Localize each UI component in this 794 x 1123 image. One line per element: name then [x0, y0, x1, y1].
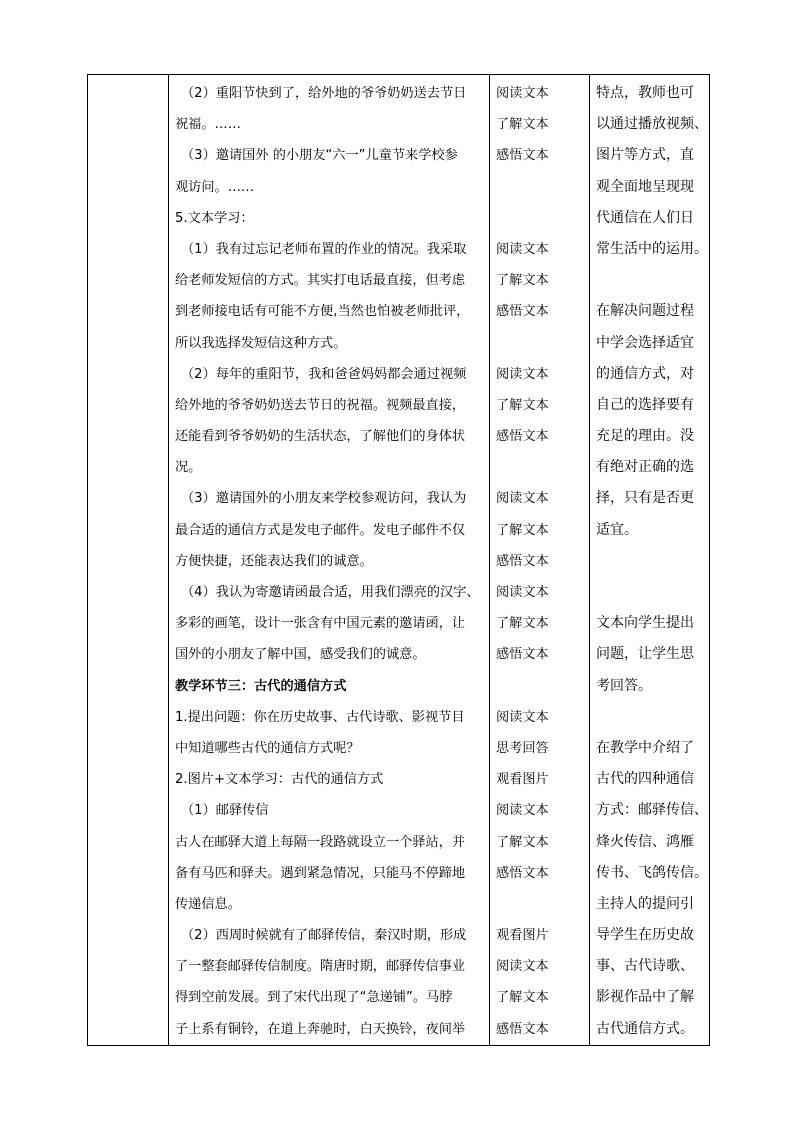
text-line: 了解文本 [496, 397, 549, 413]
text-line: 自己的选择要有 [596, 396, 694, 413]
text-line: 传递信息。 [175, 896, 241, 912]
text-line: 给老师发短信的方式。其实打电话最直接，但考虑 [175, 273, 466, 289]
text-line: 感悟文本 [496, 429, 549, 445]
text-line: 2.图片+文本学习：古代的通信方式 [175, 772, 384, 788]
text-line: （1）我有过忘记老师布置的作业的情况。我采取 [181, 241, 467, 257]
text-line: 影视作品中了解 [596, 989, 694, 1006]
text-line: （4）我认为寄邀请函最合适，用我们漂亮的汉字、 [181, 585, 480, 600]
text-line: 代通信在人们日 [596, 209, 694, 226]
text-line: 中学会选择适宜 [596, 334, 694, 351]
text-line: 况。 [175, 460, 202, 476]
text-line: 观看图片 [496, 772, 549, 788]
text-line: 了解文本 [496, 117, 549, 133]
text-line: 事、古代诗歌、 [596, 958, 694, 975]
text-line [590, 265, 709, 296]
text-line: 所以我选择发短信这种方式。 [175, 335, 347, 351]
text-line [490, 328, 589, 359]
text-line: 常生活中的运用。 [596, 240, 708, 257]
text-line: 有绝对正确的选 [596, 459, 694, 476]
text-line: 了解文本 [496, 616, 549, 632]
student-activity-cell [490, 75, 590, 1046]
text-line: 感悟文本 [496, 148, 549, 164]
text-line: 感悟文本 [496, 865, 549, 881]
lesson-plan-table [87, 74, 710, 1046]
text-line: 充足的理由。没 [596, 428, 694, 445]
text-line: 阅读文本 [496, 803, 549, 819]
text-line: 图片等方式，直 [596, 147, 694, 164]
text-line: 择，只有是否更 [596, 490, 694, 507]
text-line: 文本向学生提出 [596, 615, 694, 632]
text-line: 主持人的提问引 [596, 895, 694, 912]
text-line: 中知道哪些古代的通信方式呢？ [175, 740, 360, 756]
text-line [590, 546, 709, 577]
text-line [490, 203, 589, 234]
text-line: 了解文本 [496, 990, 549, 1006]
text-line: 了解文本 [496, 522, 549, 538]
text-line: 考回答。 [596, 677, 652, 694]
text-line: 得到空前发展。到了宋代出现了“急递铺”。马脖 [175, 990, 453, 1006]
text-line: 古代通信方式。 [596, 1020, 694, 1037]
text-line: 在教学中介绍了 [596, 739, 694, 756]
text-line: 感悟文本 [496, 1021, 549, 1037]
text-line: 给外地的爷爷奶奶送去节日的祝福。视频最直接， [175, 397, 466, 413]
text-line: 阅读文本 [496, 366, 549, 382]
text-line [490, 671, 589, 702]
text-line: 了解文本 [496, 834, 549, 850]
text-line: 问题，让学生思 [596, 646, 694, 663]
text-line: 古人在邮驿大道上每隔一段路就设立一个驿站，并 [175, 834, 466, 850]
text-line: 国外的小朋友了解中国，感受我们的诚意。 [175, 647, 426, 663]
text-line: 阅读文本 [496, 86, 549, 101]
text-line: 祝福。…… [175, 117, 241, 133]
text-line: 教学环节三：古代的通信方式 [175, 678, 347, 694]
text-line: （2）每年的重阳节，我和爸爸妈妈都会通过视频 [181, 366, 467, 382]
text-line: （2）重阳节快到了，给外地的爷爷奶奶送去节日 [181, 86, 467, 101]
text-line: 到老师接电话有可能不方便,当然也怕被老师批评， [175, 304, 470, 320]
text-line: 感悟文本 [496, 647, 549, 663]
text-line: 的通信方式，对 [596, 365, 694, 382]
text-line [590, 577, 709, 608]
text-line: 思考回答 [496, 740, 549, 756]
text-line: 观看图片 [496, 928, 549, 944]
text-line: 阅读文本 [496, 241, 549, 257]
text-line: 阅读文本 [496, 709, 549, 725]
table-row [88, 75, 710, 1046]
text-line: 观全面地呈现现 [596, 178, 694, 195]
teaching-content-lines [169, 75, 489, 1045]
text-line [490, 889, 589, 920]
text-line: 方便快捷，还能表达我们的诚意。 [175, 553, 373, 569]
text-line: （2）西周时候就有了邮驿传信，秦汉时期，形成 [181, 928, 467, 944]
text-line: 了一整套邮驿传信制度。隋唐时期，邮驿传信事业 [175, 959, 466, 975]
text-line: 了解文本 [496, 273, 549, 289]
text-line: （3）邀请国外的小朋友来学校参观访问，我认为 [181, 491, 467, 507]
text-line: 传书、飞鸽传信。 [596, 864, 708, 881]
text-line: 阅读文本 [496, 491, 549, 507]
text-line: 阅读文本 [496, 959, 549, 975]
text-line [590, 702, 709, 733]
blank-column-cell [88, 75, 169, 1046]
text-line [490, 172, 589, 203]
text-line: 适宜。 [596, 521, 638, 538]
text-line: 古代的四种通信 [596, 771, 694, 788]
text-line: 备有马匹和驿夫。遇到紧急情况，只能马不停蹄地 [175, 865, 466, 881]
text-line [490, 452, 589, 483]
text-line: 导学生在历史故 [596, 927, 694, 944]
text-line: 观访问。…… [175, 179, 255, 195]
student-activity-lines [490, 75, 589, 1045]
text-line: 子上系有铜铃，在道上奔驰时，白天换铃，夜间举 [175, 1021, 466, 1037]
text-line: 多彩的画笔，设计一张含有中国元素的邀请函，让 [175, 616, 466, 632]
text-line: 还能看到爷爷奶奶的生活状态，了解他们的身体状 [175, 429, 466, 445]
design-intent-cell [590, 75, 710, 1046]
design-intent-lines [590, 75, 709, 1045]
text-line: 5.文本学习： [175, 210, 254, 226]
text-line: 方式：邮驿传信、 [596, 802, 708, 819]
text-line: 阅读文本 [496, 585, 549, 600]
text-line: 烽火传信、鸿雁 [596, 833, 694, 850]
text-line: 感悟文本 [496, 304, 549, 320]
text-line: （1）邮驿传信 [181, 803, 269, 819]
text-line: 以通过播放视频、 [596, 116, 708, 133]
text-line: 1.提出问题：你在历史故事、古代诗歌、影视节目 [175, 709, 465, 725]
teaching-content-cell [169, 75, 490, 1046]
text-line: 在解决问题过程 [596, 303, 694, 320]
text-line: （3）邀请国外 的小朋友“六一”儿童节来学校参 [181, 148, 458, 164]
text-line: 最合适的通信方式是发电子邮件。发电子邮件不仅 [175, 522, 466, 538]
text-line: 特点，教师也可 [596, 85, 694, 101]
text-line: 感悟文本 [496, 553, 549, 569]
